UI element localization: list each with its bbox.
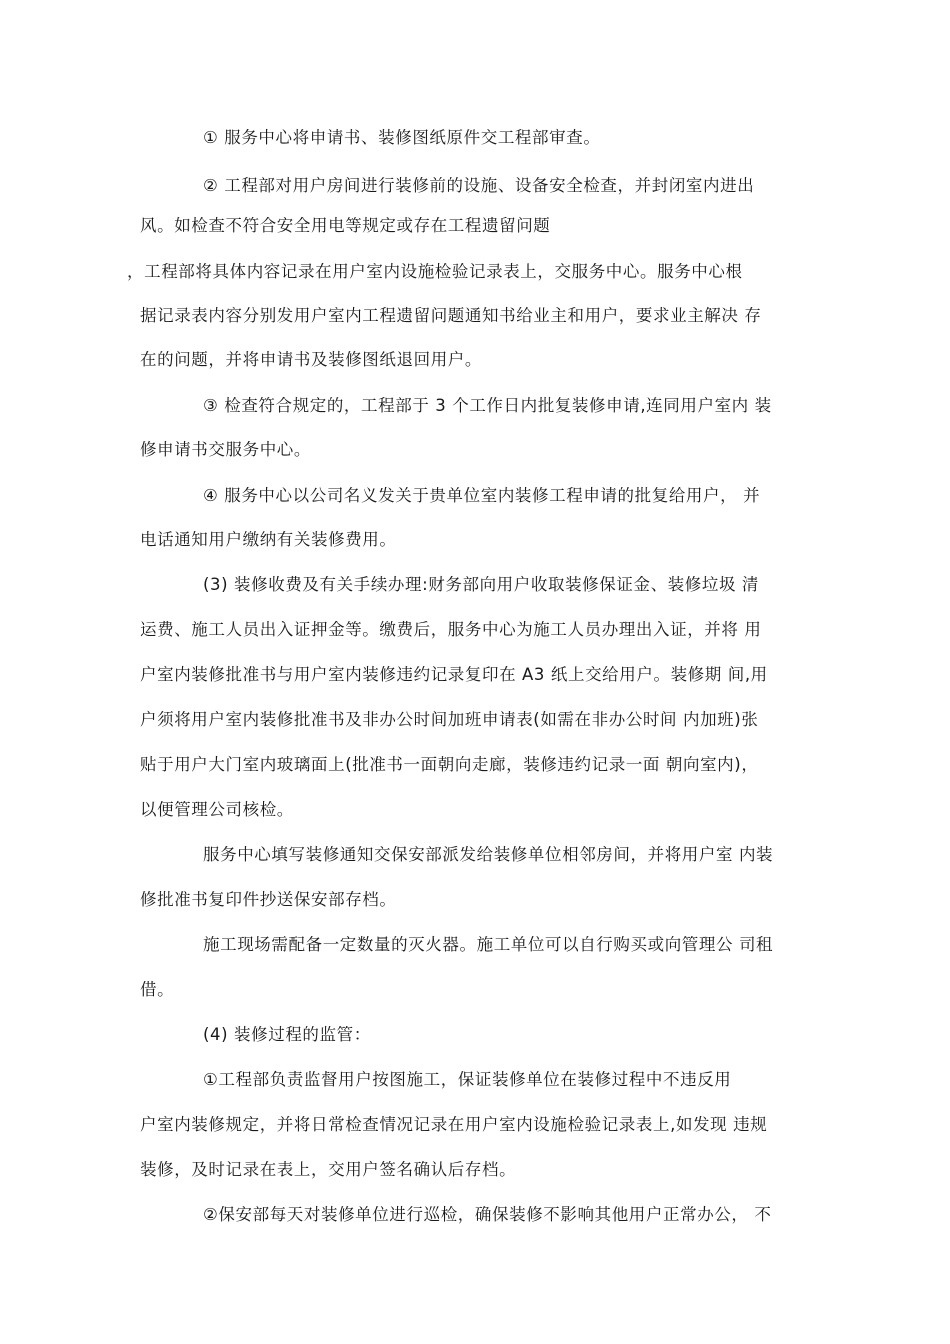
text-line-8: 修申请书交服务中心。 [140, 440, 311, 459]
text-line-20: 借。 [140, 980, 175, 999]
text-line-2: ② 工程部对用户房间进行装修前的设施、设备安全检查，并封闭室内进出 [203, 176, 755, 195]
text-line-21: (4) 装修过程的监管： [203, 1025, 371, 1044]
text-line-12: 运费、施工人员出入证押金等。缴费后，服务中心为施工人员办理出入证，并将 用 [140, 620, 762, 639]
text-line-1: ① 服务中心将申请书、装修图纸原件交工程部审查。 [203, 128, 601, 147]
text-line-3: 风。如检查不符合安全用电等规定或存在工程遗留问题 [140, 216, 551, 235]
text-line-22: ①工程部负责监督用户按图施工，保证装修单位在装修过程中不违反用 [203, 1070, 732, 1089]
text-line-14: 户须将用户室内装修批准书及非办公时间加班申请表(如需在非办公时间 内加班)张 [140, 710, 759, 729]
text-line-4: ，工程部将具体内容记录在用户室内设施检验记录表上，交服务中心。服务中心根 [127, 262, 743, 281]
text-line-6: 在的问题，并将申请书及装修图纸退回用户。 [140, 350, 482, 369]
text-line-18: 修批准书复印件抄送保安部存档。 [140, 890, 397, 909]
text-line-16: 以便管理公司核检。 [140, 800, 294, 819]
text-line-5: 据记录表内容分别发用户室内工程遗留问题通知书给业主和用户，要求业主解决 存 [140, 306, 762, 325]
text-line-10: 电话通知用户缴纳有关装修费用。 [140, 530, 397, 549]
text-line-25: ②保安部每天对装修单位进行巡检，确保装修不影响其他用户正常办公， 不 [203, 1205, 772, 1224]
text-line-13: 户室内装修批准书与用户室内装修违约记录复印在 A3 纸上交给用户。装修期 间,用 [140, 665, 768, 684]
text-line-9: ④ 服务中心以公司名义发关于贵单位室内装修工程申请的批复给用户， 并 [203, 486, 761, 505]
text-line-15: 贴于用户大门室内玻璃面上(批准书一面朝向走廊，装修违约记录一面 朝向室内)， [140, 755, 759, 774]
text-line-17: 服务中心填写装修通知交保安部派发给装修单位相邻房间，并将用户室 内装 [203, 845, 774, 864]
text-line-24: 装修，及时记录在表上，交用户签名确认后存档。 [140, 1160, 517, 1179]
text-line-7: ③ 检查符合规定的，工程部于 3 个工作日内批复装修申请,连同用户室内 装 [203, 396, 772, 415]
text-line-23: 户室内装修规定，并将日常检查情况记录在用户室内设施检验记录表上,如发现 违规 [140, 1115, 768, 1134]
text-line-11: (3) 装修收费及有关手续办理:财务部向用户收取装修保证金、装修垃圾 清 [203, 575, 760, 594]
text-line-19: 施工现场需配备一定数量的灭火器。施工单位可以自行购买或向管理公 司租 [203, 935, 774, 954]
